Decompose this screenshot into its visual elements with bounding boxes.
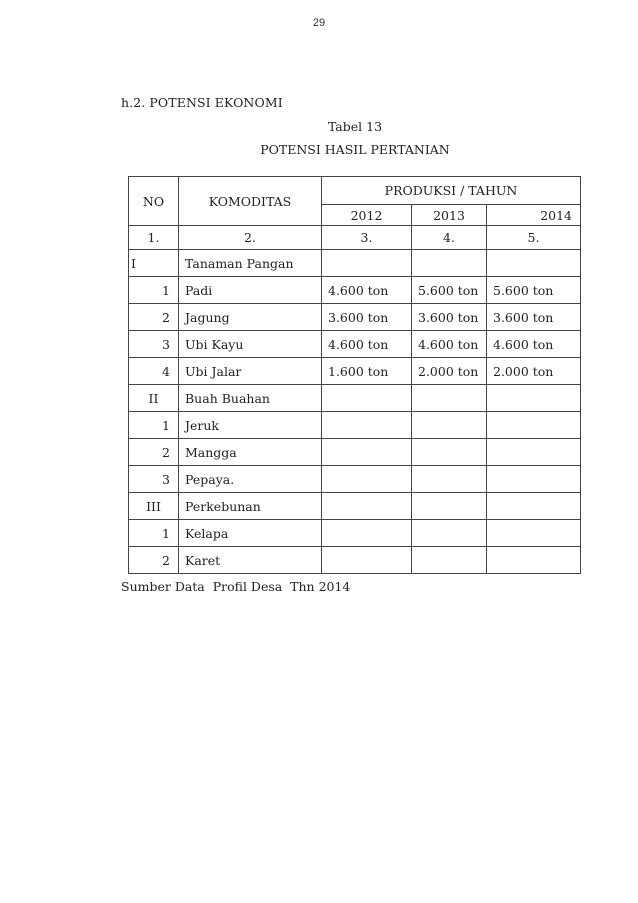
table-row (129, 439, 581, 466)
row-no: 1 (129, 412, 179, 439)
colnum-5: 5. (487, 226, 581, 250)
row-value-2013 (412, 439, 487, 466)
colnum-2: 2. (179, 226, 322, 250)
table-row (129, 412, 581, 439)
row-no: 2 (129, 547, 179, 574)
row-value-2014 (487, 493, 581, 520)
row-value-2014 (487, 439, 581, 466)
row-no: 2 (129, 439, 179, 466)
row-value-2012 (322, 439, 412, 466)
row-komoditas: Buah Buahan (179, 385, 322, 412)
row-no: 1 (129, 520, 179, 547)
table-row (129, 358, 581, 385)
row-value-2014: 4.600 ton (487, 331, 581, 358)
row-komoditas: Pepaya. (179, 466, 322, 493)
row-value-2013: 2.000 ton (412, 358, 487, 385)
table-row (129, 547, 581, 574)
row-komoditas: Mangga (179, 439, 322, 466)
row-value-2013: 3.600 ton (412, 304, 487, 331)
header-year-2014: 2014 (487, 205, 581, 226)
row-no: 2 (129, 304, 179, 331)
colnum-1: 1. (129, 226, 179, 250)
row-no: 1 (129, 277, 179, 304)
table-row (129, 250, 581, 277)
row-value-2013: 4.600 ton (412, 331, 487, 358)
production-table (128, 176, 581, 574)
table-title: POTENSI HASIL PERTANIAN (260, 142, 450, 157)
row-value-2012 (322, 385, 412, 412)
row-no: I (129, 250, 179, 277)
row-no: II (129, 385, 179, 412)
row-value-2013 (412, 466, 487, 493)
row-value-2013 (412, 520, 487, 547)
header-komoditas: KOMODITAS (179, 177, 322, 226)
row-value-2014 (487, 547, 581, 574)
row-value-2014 (487, 412, 581, 439)
row-value-2012 (322, 466, 412, 493)
page-number: 29 (312, 17, 326, 29)
table-row (129, 385, 581, 412)
row-komoditas: Tanaman Pangan (179, 250, 322, 277)
table-row (129, 520, 581, 547)
row-value-2012: 1.600 ton (322, 358, 412, 385)
row-value-2013 (412, 547, 487, 574)
row-komoditas: Karet (179, 547, 322, 574)
row-value-2013 (412, 385, 487, 412)
row-value-2012 (322, 412, 412, 439)
row-value-2012 (322, 493, 412, 520)
row-value-2014 (487, 520, 581, 547)
row-value-2014 (487, 250, 581, 277)
row-komoditas: Padi (179, 277, 322, 304)
row-komoditas: Jagung (179, 304, 322, 331)
row-value-2012 (322, 520, 412, 547)
table-row (129, 466, 581, 493)
section-heading: h.2. POTENSI EKONOMI (121, 95, 283, 110)
row-value-2014: 5.600 ton (487, 277, 581, 304)
header-row (129, 177, 581, 205)
row-value-2014: 3.600 ton (487, 304, 581, 331)
header-produksi: PRODUKSI / TAHUN (322, 177, 581, 205)
row-komoditas: Perkebunan (179, 493, 322, 520)
row-value-2013 (412, 493, 487, 520)
header-year-2012: 2012 (322, 205, 412, 226)
row-no: 3 (129, 331, 179, 358)
row-komoditas: Jeruk (179, 412, 322, 439)
row-value-2012: 4.600 ton (322, 331, 412, 358)
row-value-2013 (412, 250, 487, 277)
header-year-2013: 2013 (412, 205, 487, 226)
row-value-2013 (412, 412, 487, 439)
colnum-3: 3. (322, 226, 412, 250)
table-number: Tabel 13 (327, 119, 383, 134)
table-row (129, 304, 581, 331)
row-no: III (129, 493, 179, 520)
row-komoditas: Ubi Kayu (179, 331, 322, 358)
row-value-2013: 5.600 ton (412, 277, 487, 304)
row-value-2012: 4.600 ton (322, 277, 412, 304)
row-value-2012: 3.600 ton (322, 304, 412, 331)
row-value-2012 (322, 547, 412, 574)
row-no: 4 (129, 358, 179, 385)
column-number-row (129, 226, 581, 250)
table-row (129, 493, 581, 520)
colnum-4: 4. (412, 226, 487, 250)
header-no: NO (129, 177, 179, 226)
row-no: 3 (129, 466, 179, 493)
row-value-2014 (487, 466, 581, 493)
source-note: Sumber Data Profil Desa Thn 2014 (121, 579, 351, 594)
table-row (129, 277, 581, 304)
row-value-2014: 2.000 ton (487, 358, 581, 385)
table-row (129, 331, 581, 358)
row-value-2012 (322, 250, 412, 277)
row-value-2014 (487, 385, 581, 412)
row-komoditas: Kelapa (179, 520, 322, 547)
row-komoditas: Ubi Jalar (179, 358, 322, 385)
